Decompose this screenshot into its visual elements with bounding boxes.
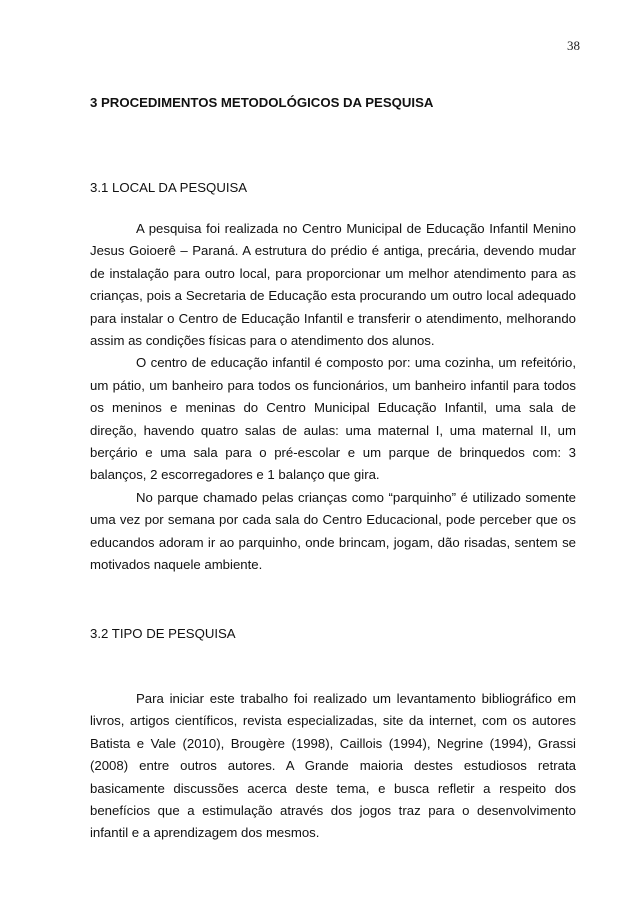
page-number: 38 — [567, 38, 580, 53]
chapter-title: 3 PROCEDIMENTOS METODOLÓGICOS DA PESQUISA — [90, 95, 434, 110]
paragraph: O centro de educação infantil é composto por: uma cozinha, um refeitório, um pátio, um banheiro para todos os funcionários, um banheiro infantil para todos os meninos e meninas do Centro Municipal Educação Infantil, uma sala de direção, havendo quatro salas de aulas: uma maternal I, uma maternal II, um berçário e uma sala para o pré-escolar e um parque de brinquedos com: 3 balanços, 2 escorregadores e 1 balanço que gira. — [90, 355, 576, 483]
section-body-local — [90, 218, 576, 577]
paragraph: A pesquisa foi realizada no Centro Municipal de Educação Infantil Menino Jesus Goioerê – Paraná. A estrutura do prédio é antiga, precária, devendo mudar de instalação para outro local, para proporcionar um melhor atendimento para as crianças, pois a Secretaria de Educação esta procurando um outro local adequado para instalar o Centro de Educação Infantil e transferir o atendimento, melhorando assim as condições físicas para o atendimento dos alunos. — [90, 221, 576, 349]
section-body-tipo — [90, 688, 576, 845]
paragraph: Para iniciar este trabalho foi realizado um levantamento bibliográfico em livros, artigos científicos, revista especializadas, site da internet, com os autores Batista e Vale (2010), Brougère (1998), Caillois (1994), Negrine (1994), Grassi (2008) entre outros autores. A Grande maioria destes estudiosos retrata basicamente discussões acerca deste tema, e busca refletir a respeito dos benefícios que a estimulação através dos jogos traz para o desenvolvimento infantil e a aprendizagem dos mesmos. — [90, 691, 576, 841]
section-title-tipo: 3.2 TIPO DE PESQUISA — [90, 626, 236, 641]
paragraph: No parque chamado pelas crianças como “parquinho” é utilizado somente uma vez por semana por cada sala do Centro Educacional, pode perceber que os educandos adoram ir ao parquinho, onde brincam, jogam, dão risadas, sentem se motivados naquele ambiente. — [90, 489, 576, 573]
section-title-local: 3.1 LOCAL DA PESQUISA — [90, 180, 248, 195]
